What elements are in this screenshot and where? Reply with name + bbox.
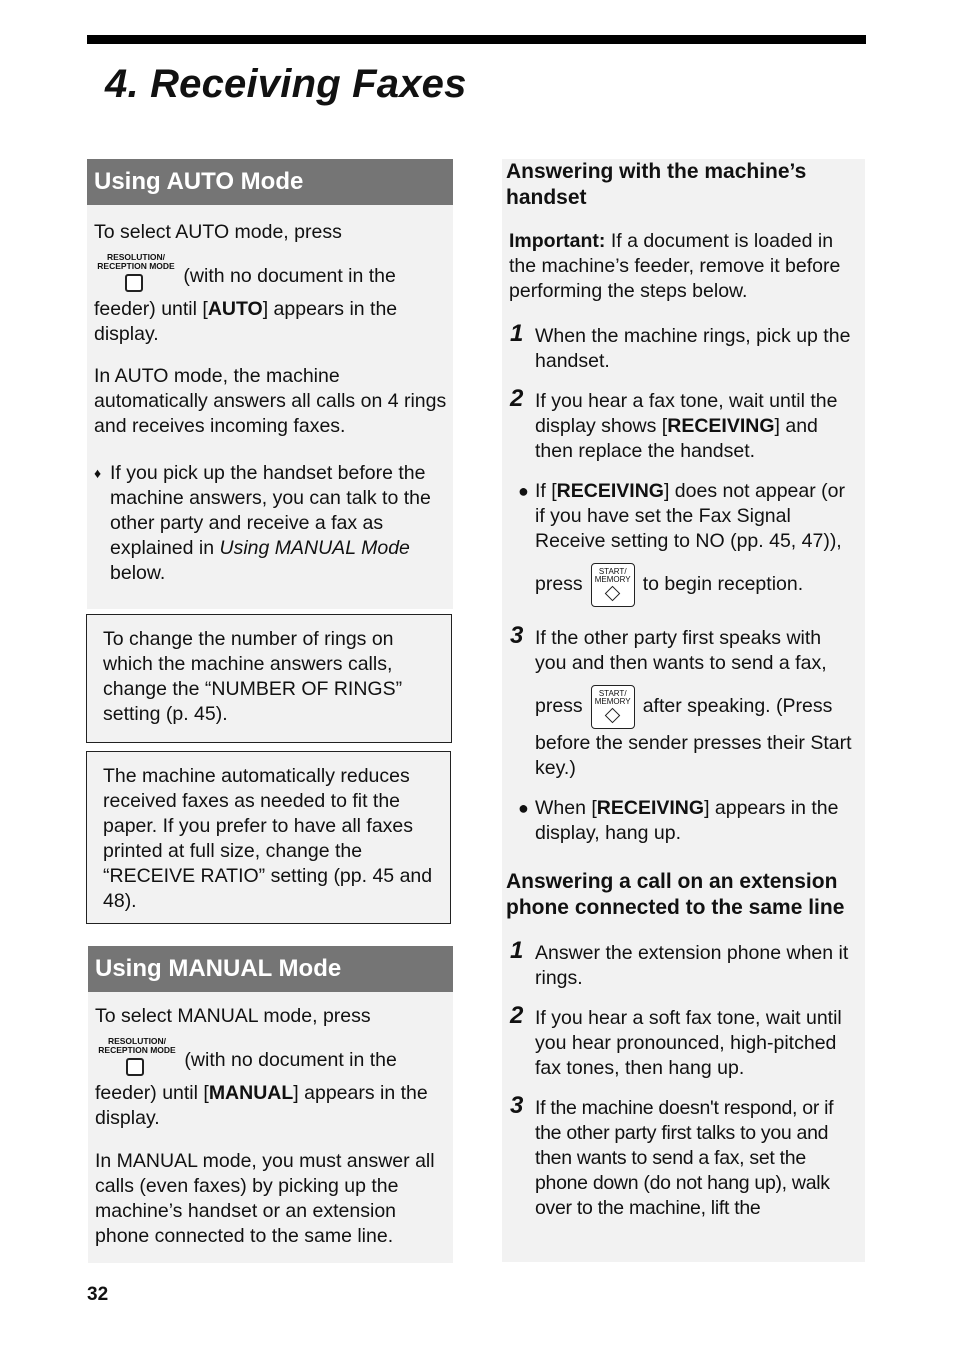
auto-description: In AUTO mode, the machine automatically answers all calls on 4 rings and receives incoming faxes. xyxy=(94,365,447,437)
manual-instruction: RESOLUTION/ RECEPTION MODE (with no document in the xyxy=(95,1037,447,1075)
extension-heading: Answering a call on an extension phone connected to the same line xyxy=(506,870,845,919)
manual-description: In MANUAL mode, you must answer all calls (even faxes) by picking up the machine’s handset or an extension phone connected to the same line. xyxy=(95,1150,435,1247)
auto-instruction: RESOLUTION/ RECEPTION MODE (with no document in the xyxy=(94,253,447,291)
note-receive-ratio: The machine automatically reduces received faxes as needed to fit the paper. If you prefer to have all faxes printed at full size, change the “RECEIVE RATIO” setting (pp. 45 and 48). xyxy=(86,751,451,924)
auto-mode-panel xyxy=(87,159,453,609)
start-memory-key-icon: START/ MEMORY xyxy=(591,685,635,729)
handset-bullet-2: ● When [RECEIVING] appears in the display, hang up. xyxy=(518,797,839,844)
auto-bullet: ♦ If you pick up the handset before the machine answers, you can talk to the other party and receive a fax as explained in Using MANUAL Mode below. xyxy=(94,462,431,584)
top-rule xyxy=(87,35,866,44)
bullet-icon: ● xyxy=(518,798,529,818)
key-caption: RESOLUTION/ RECEPTION MODE xyxy=(97,252,175,271)
start-memory-key-icon: START/ MEMORY xyxy=(591,563,635,607)
manual-instruction-cont: feeder) until [MANUAL] appears in the display. xyxy=(95,1082,428,1129)
handset-heading: Answering with the machine’s handset xyxy=(506,160,807,209)
auto-intro: To select AUTO mode, press xyxy=(94,221,342,243)
extension-step-1: 1 Answer the extension phone when it rings. xyxy=(510,937,849,989)
note-rings: To change the number of rings on which the machine answers calls, change the “NUMBER OF RINGS” setting (p. 45). xyxy=(86,614,452,743)
auto-mode-heading: Using AUTO Mode xyxy=(87,159,453,205)
key-icon xyxy=(126,1058,144,1076)
resolution-reception-mode-key xyxy=(94,253,178,291)
handset-bullet-1: ● If [RECEIVING] does not appear (or if you have set the Fax Signal Receive setting to NO (pp. 45, 47)), press START/ MEMORY to begin reception. xyxy=(506,479,857,607)
extension-step-3: 3 If the machine doesn't respond, or if the other party first talks to you and then wants to send a fax, set the phone down (do not hang up), walk over to the machine, lift the xyxy=(510,1092,834,1219)
auto-instruction-cont: feeder) until [AUTO] appears in the display. xyxy=(94,298,398,345)
manual-intro: To select MANUAL mode, press xyxy=(95,1005,371,1027)
key-caption: RESOLUTION/ RECEPTION MODE xyxy=(98,1036,176,1055)
right-panel xyxy=(502,159,865,1262)
resolution-reception-mode-key xyxy=(95,1037,179,1075)
important-note: Important: If a document is loaded in the machine’s feeder, remove it before performing the steps below. xyxy=(509,230,841,302)
page-title: 4. Receiving Faxes xyxy=(105,62,467,106)
handset-step-3: 3 If the other party first speaks with you and then wants to send a fax, press START/ MEMORY after speaking. (Press before the sender presses their Start key.) xyxy=(510,622,852,779)
manual-mode-panel xyxy=(88,946,453,1263)
extension-step-2: 2 If you hear a soft fax tone, wait until you hear pronounced, high-pitched fax tones, then hang up. xyxy=(510,1002,842,1079)
manual-mode-heading: Using MANUAL Mode xyxy=(88,946,453,992)
key-icon xyxy=(125,274,143,292)
handset-step-1: 1 When the machine rings, pick up the handset. xyxy=(510,320,851,372)
page-number: 32 xyxy=(87,1284,109,1305)
handset-step-2: 2 If you hear a fax tone, wait until the display shows [RECEIVING] and then replace the handset. xyxy=(510,385,838,462)
diamond-bullet-icon: ♦ xyxy=(94,465,102,481)
bullet-icon: ● xyxy=(518,481,529,501)
